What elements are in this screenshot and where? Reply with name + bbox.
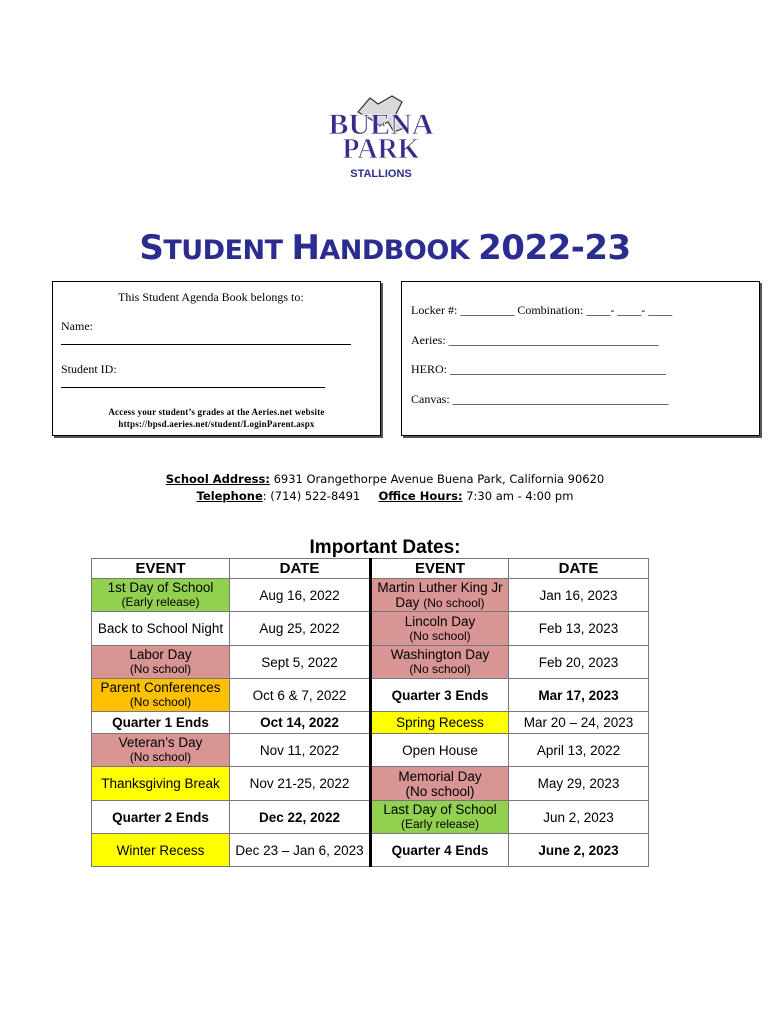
event-cell: Spring Recess [371,712,509,734]
aeries-access-url: https://bpsd.aeries.net/student/LoginParent.aspx [118,419,315,429]
table-row [92,612,649,646]
event-cell: Open House [371,734,509,767]
event-cell: Lincoln Day (No school) [371,612,509,646]
event-cell: Veteran’s Day (No school) [92,734,230,767]
name-label: Name: [61,319,93,333]
date-cell: Jun 2, 2023 [509,801,649,834]
buena-park-stallions-logo [300,92,462,184]
date-cell: Nov 21-25, 2022 [230,767,371,801]
date-cell: April 13, 2022 [509,734,649,767]
date-cell: Sept 5, 2022 [230,646,371,679]
event-cell: Thanksgiving Break [92,767,230,801]
logo-text-park: PARK [342,134,420,165]
event-cell: Last Day of School (Early release) [371,801,509,834]
logo-text-stallions: STALLIONS [350,168,412,180]
date-cell: Aug 16, 2022 [230,579,371,612]
date-cell: June 2, 2023 [509,834,649,867]
logo-text-buena: BUENA [328,108,434,141]
event-cell: Winter Recess [92,834,230,867]
date-header: DATE [230,559,371,579]
page-title: STUDENT HANDBOOK 2022-23 [139,228,631,268]
student-info-box [52,281,381,436]
date-cell: Jan 16, 2023 [509,579,649,612]
canvas-line: Canvas: ____________________________________ [411,392,669,406]
student-id-line [61,387,325,388]
student-id-label: Student ID: [61,362,117,376]
table-row [92,734,649,767]
table-header-row [92,559,649,579]
table-row [92,579,649,612]
school-contact: Telephone: (714) 522-8491 Office Hours: 7:30 am - 4:00 pm [196,489,574,503]
date-cell: Feb 13, 2023 [509,612,649,646]
event-header: EVENT [92,559,230,579]
belongs-to-label: This Student Agenda Book belongs to: [118,290,304,304]
date-cell: Mar 17, 2023 [509,679,649,712]
event-cell: Quarter 1 Ends [92,712,230,734]
locker-combination-line: Locker #: _________ Combination: ____- ____- ____ [411,303,673,317]
accounts-box [401,281,760,436]
event-cell: Martin Luther King Jr Day (No school) [371,579,509,612]
date-cell: Nov 11, 2022 [230,734,371,767]
date-cell: Oct 6 & 7, 2022 [230,679,371,712]
aeries-line: Aeries: ___________________________________ [411,333,659,347]
hero-line: HERO: ____________________________________ [411,362,666,376]
date-cell: Dec 23 – Jan 6, 2023 [230,834,371,867]
table-row [92,834,649,867]
table-row [92,712,649,734]
event-cell: Quarter 3 Ends [371,679,509,712]
name-line [61,344,351,345]
table-row [92,767,649,801]
date-cell: Feb 20, 2023 [509,646,649,679]
event-cell: 1st Day of School (Early release) [92,579,230,612]
event-cell: Back to School Night [92,612,230,646]
table-row [92,801,649,834]
date-cell: May 29, 2023 [509,767,649,801]
school-address: School Address: 6931 Orangethorpe Avenue Buena Park, California 90620 [165,472,605,486]
date-cell: Dec 22, 2022 [230,801,371,834]
important-dates-table [91,558,649,867]
event-cell: Labor Day (No school) [92,646,230,679]
event-header: EVENT [371,559,509,579]
table-row [92,679,649,712]
date-cell: Oct 14, 2022 [230,712,371,734]
event-cell: Memorial Day (No school) [371,767,509,801]
important-dates-title: Important Dates: [309,537,461,558]
event-cell: Quarter 2 Ends [92,801,230,834]
date-cell: Aug 25, 2022 [230,612,371,646]
date-header: DATE [509,559,649,579]
date-cell: Mar 20 – 24, 2023 [509,712,649,734]
event-cell: Parent Conferences (No school) [92,679,230,712]
table-row [92,646,649,679]
event-cell: Washington Day (No school) [371,646,509,679]
aeries-access-note: Access your student’s grades at the Aeries.net website [108,407,325,417]
event-cell: Quarter 4 Ends [371,834,509,867]
